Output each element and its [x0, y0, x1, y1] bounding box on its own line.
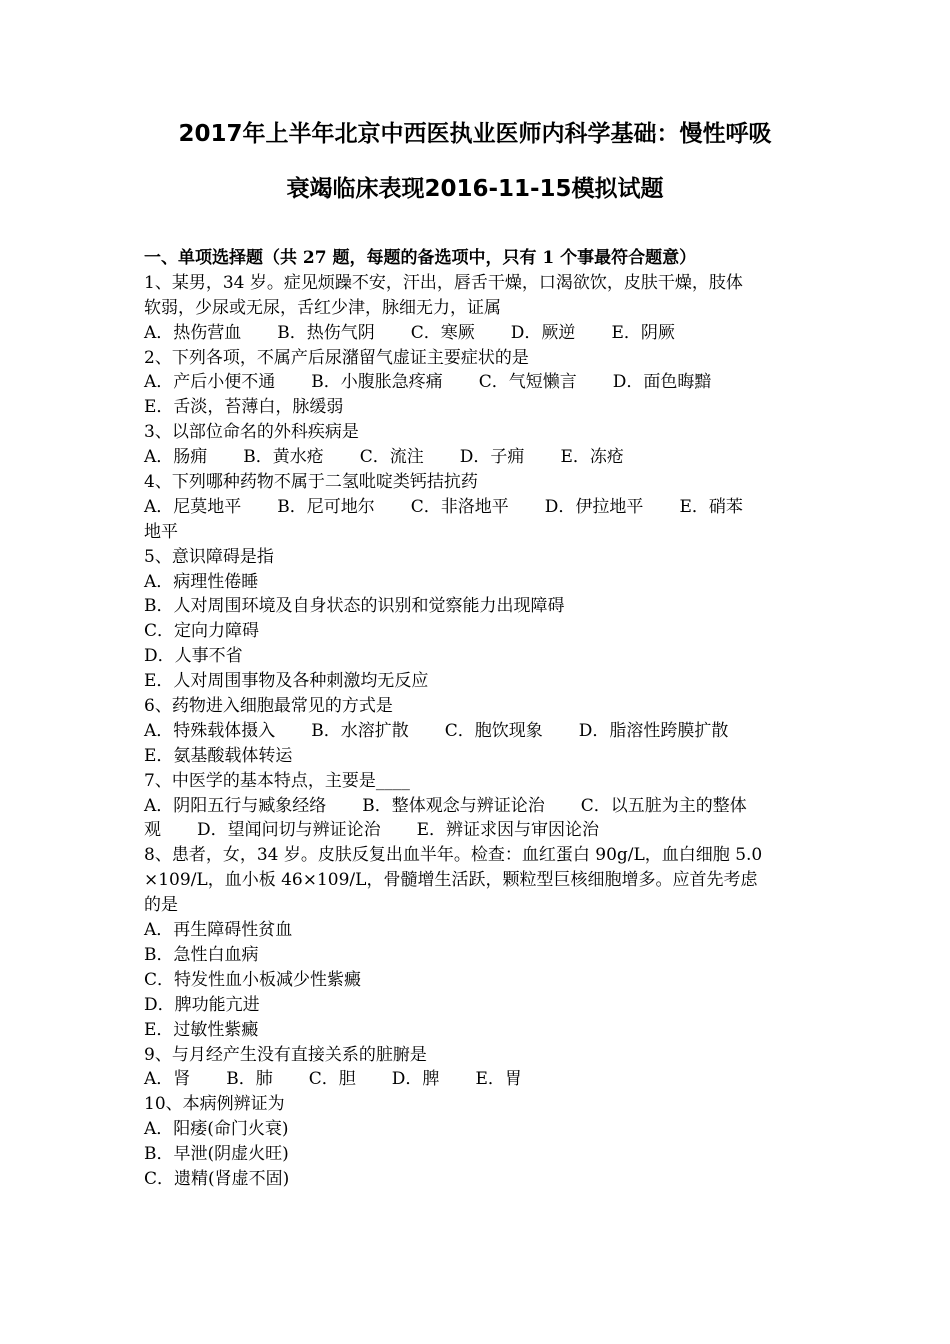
- option: A．尼莫地平: [144, 496, 242, 517]
- document-title-line-2: 衰竭临床表现2016-11-15模拟试题: [286, 176, 664, 202]
- question-8-option-b: B．急性白血病: [144, 944, 259, 965]
- question-9-stem: 9、与月经产生没有直接关系的脏腑是: [144, 1044, 427, 1065]
- question-3-options: [144, 445, 824, 470]
- option: C．以五脏为主的整体: [580, 795, 747, 816]
- question-1-options: [144, 321, 824, 346]
- option: E．冻疮: [560, 447, 624, 468]
- question-8-stem-cont-2: 的是: [144, 895, 178, 916]
- option: E．辨证求因与审因论治: [416, 820, 600, 841]
- option: B．水溶扩散: [311, 720, 409, 741]
- option: 观: [144, 820, 161, 841]
- option: C．气短懒言: [478, 372, 577, 393]
- question-5-option-e: E．人对周围事物及各种刺激均无反应: [144, 671, 429, 692]
- question-4-option-cont: 地平: [144, 521, 178, 542]
- question-4-options: [144, 495, 824, 520]
- option: D．望闻问切与辨证论治: [197, 820, 381, 841]
- question-1-stem-cont: 软弱，少尿或无尿，舌红少津，脉细无力，证属: [144, 297, 501, 318]
- option: D．脾: [391, 1069, 440, 1090]
- question-5-option-a: A．病理性倦睡: [144, 571, 259, 592]
- question-2-stem: 2、下列各项，不属产后尿潴留气虚证主要症状的是: [144, 347, 529, 368]
- option: C．流注: [359, 447, 424, 468]
- option: D．脂溶性跨膜扩散: [578, 720, 729, 741]
- question-6-stem: 6、药物进入细胞最常见的方式是: [144, 696, 393, 717]
- question-8-option-d: D．脾功能亢进: [144, 994, 260, 1015]
- option: B．尼可地尔: [277, 496, 375, 517]
- option: A．阴阳五行与臧象经络: [144, 795, 327, 816]
- question-8-option-c: C．特发性血小板减少性紫癜: [144, 969, 362, 990]
- question-5-stem: 5、意识障碍是指: [144, 546, 274, 567]
- option: D．子痈: [459, 447, 525, 468]
- question-7-options: [144, 794, 824, 819]
- question-8-option-e: E．过敏性紫癜: [144, 1019, 259, 1040]
- question-6-options: [144, 719, 824, 744]
- option: D．厥逆: [510, 322, 576, 343]
- question-8-stem: 8、患者，女，34 岁。皮肤反复出血半年。检查：血红蛋白 90g/L，血白细胞 5.0: [144, 845, 763, 866]
- option: D．面色晦黯: [612, 372, 712, 393]
- option: C．寒厥: [410, 322, 475, 343]
- question-10-option-c: C．遗精(肾虚不固): [144, 1168, 290, 1189]
- section-heading: 一、单项选择题（共 27 题，每题的备选项中，只有 1 个事最符合题意）: [144, 248, 697, 268]
- option: D．伊拉地平: [544, 496, 644, 517]
- option: C．胆: [308, 1069, 356, 1090]
- option: A．热伤营血: [144, 322, 242, 343]
- question-6-option-e: E．氨基酸载体转运: [144, 745, 293, 766]
- question-8-stem-cont: ×109/L，血小板 46×109/L，骨髓增生活跃，颗粒型巨核细胞增多。应首先考虑: [144, 870, 758, 891]
- question-2-options: [144, 370, 824, 395]
- question-2-option-e: E．舌淡，苔薄白，脉缓弱: [144, 397, 344, 418]
- document-body: [144, 246, 824, 1192]
- option: A．特殊载体摄入: [144, 720, 276, 741]
- option: C．胞饮现象: [444, 720, 543, 741]
- option: B．肺: [226, 1069, 273, 1090]
- question-1-stem: 1、某男，34 岁。症见烦躁不安，汗出，唇舌干燥，口渴欲饮，皮肤干燥，肢体: [144, 272, 743, 293]
- question-5-option-c: C．定向力障碍: [144, 621, 260, 642]
- option: E．硝苯: [679, 496, 743, 517]
- question-3-stem: 3、以部位命名的外科疾病是: [144, 422, 359, 443]
- option: C．非洛地平: [410, 496, 509, 517]
- question-5-option-b: B．人对周围环境及自身状态的识别和觉察能力出现障碍: [144, 596, 565, 617]
- question-5-option-d: D．人事不省: [144, 646, 243, 667]
- question-9-options: [144, 1067, 824, 1092]
- question-10-stem: 10、本病例辨证为: [144, 1094, 285, 1115]
- option: A．肠痈: [144, 447, 208, 468]
- option: B．热伤气阴: [277, 322, 375, 343]
- option: A．产后小便不通: [144, 372, 276, 393]
- option: B．黄水疮: [243, 447, 324, 468]
- question-7-options-cont: [144, 818, 824, 843]
- option: E．阴厥: [611, 322, 675, 343]
- option: A．肾: [144, 1069, 191, 1090]
- option: B．小腹胀急疼痛: [311, 372, 443, 393]
- option: B．整体观念与辨证论治: [362, 795, 545, 816]
- question-10-option-a: A．阳痿(命门火衰): [144, 1119, 289, 1140]
- option: E．胃: [475, 1069, 522, 1090]
- question-7-stem: 7、中医学的基本特点，主要是____: [144, 770, 410, 791]
- document-title-line-1: 2017年上半年北京中西医执业医师内科学基础：慢性呼吸: [178, 121, 772, 147]
- question-8-option-a: A．再生障碍性贫血: [144, 920, 293, 941]
- question-4-stem: 4、下列哪种药物不属于二氢吡啶类钙拮抗药: [144, 472, 478, 493]
- question-10-option-b: B．早泄(阴虚火旺): [144, 1144, 289, 1165]
